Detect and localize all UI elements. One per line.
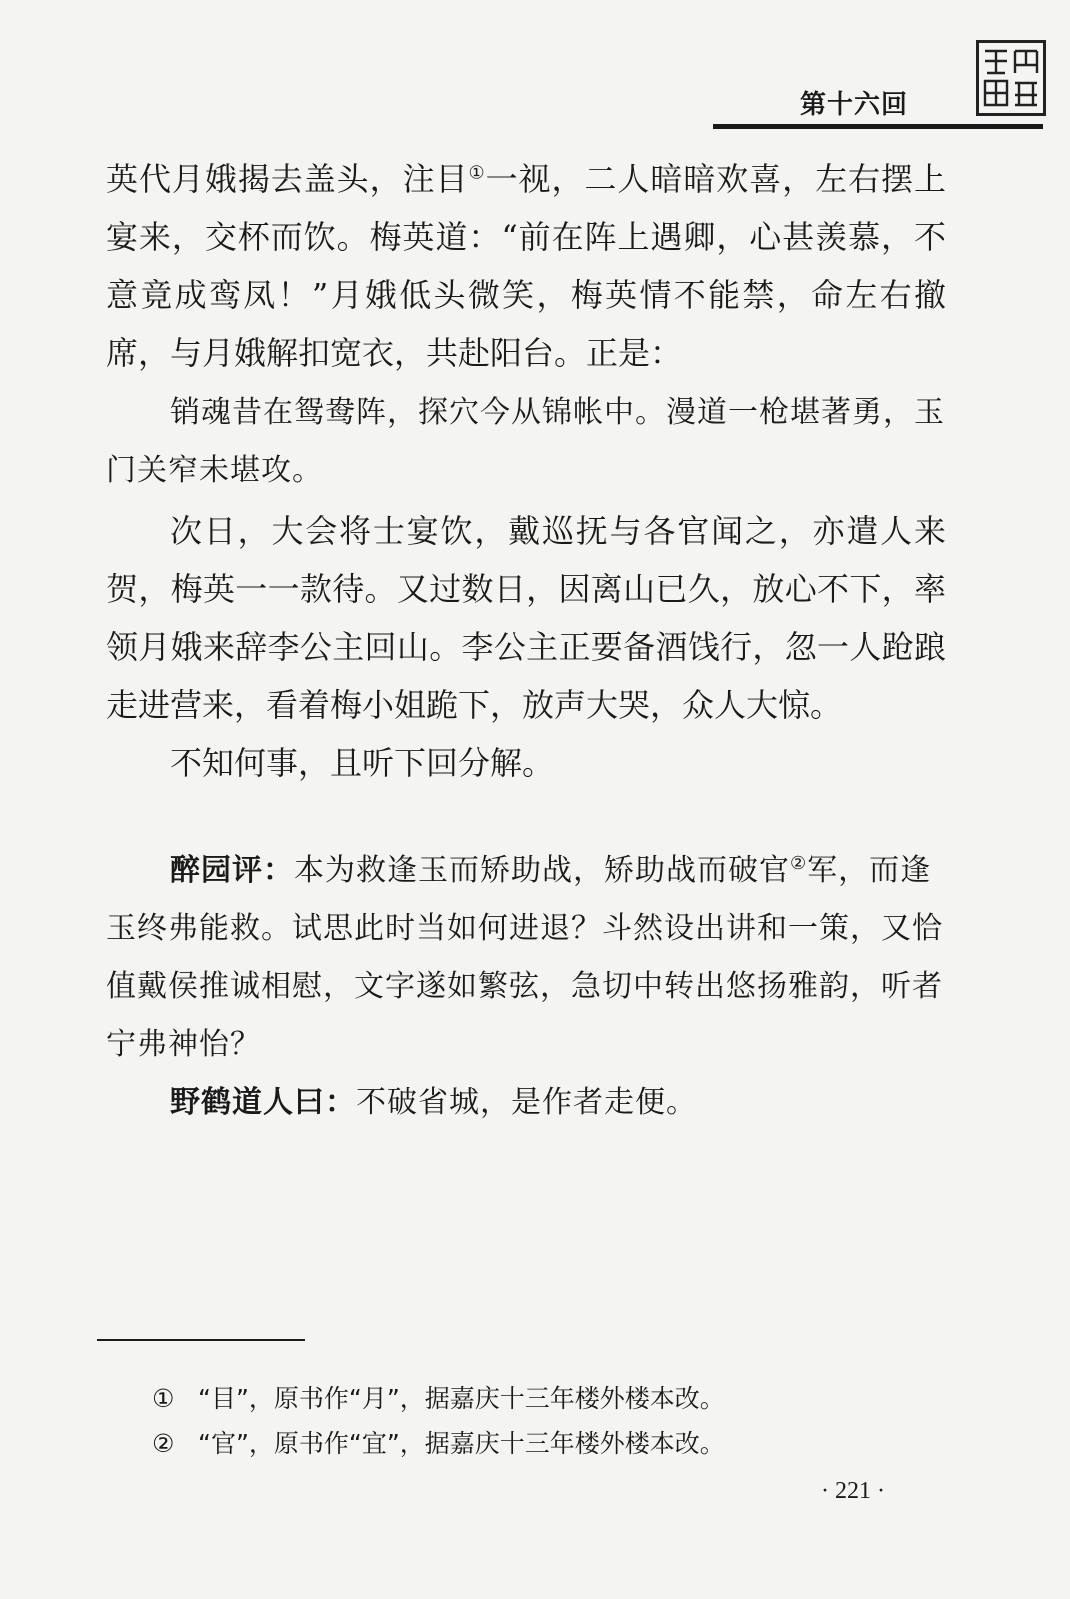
footnote-1 [152, 1376, 952, 1421]
commentary-2 [106, 1074, 946, 1132]
paragraph-1-text-a: 英代月娥揭去盖头，注目 [106, 160, 469, 198]
header-rule [713, 124, 1043, 129]
paragraph-1-text-b: 一视，二人暗暗欢喜，左右摆上宴来，交杯而饮。梅英道：“前在阵上遇卿，心甚羡慕，不意竟成鸾凤！”月娥低头微笑，梅英情不能禁，命左右撤席，与月娥解扣宽衣，共赴阳台。正是： [106, 160, 946, 372]
main-text [106, 150, 946, 1132]
footnote-mark-1: ① [468, 162, 486, 184]
commentary-1-label: 醉园评： [170, 853, 294, 888]
footnote-2 [152, 1421, 952, 1466]
commentary-1-text-b: 军，而逢玉终弗能救。试思此时当如何进退？斗然设出讲和一策，又恰值戴侯推诚相慰，文字遂如繁弦，急切中转出悠扬雅韵，听者宁弗神怡？ [106, 853, 943, 1062]
commentary-2-text: 不破省城，是作者走便。 [356, 1085, 697, 1120]
paragraph-2: 次日，大会将士宴饮，戴巡抚与各官闻之，亦遣人来贺，梅英一一款待。又过数日，因离山已久，放心不下，率领月娥来辞李公主回山。李公主正要备酒饯行，忽一人跄踉走进营来，看着梅小姐跪下，放声大哭，众人大惊。 [106, 512, 946, 724]
paragraph-3: 不知何事，且听下回分解。 [170, 744, 555, 782]
footnote-2-text: “官”，原书作“宜”，据嘉庆十三年楼外楼本改。 [198, 1429, 725, 1458]
commentary-1 [106, 842, 946, 1074]
poem: 销魂昔在鸳鸯阵，探穴今从锦帐中。漫道一枪堪著勇，玉门关窄未堪攻。 [106, 395, 945, 488]
paragraph-1 [106, 150, 946, 382]
page-number: · 221 · [821, 1478, 885, 1504]
footnote-1-mark: ① [152, 1384, 175, 1413]
footnotes [152, 1376, 952, 1466]
commentary-1-text-a: 本为救逢玉而矫助战，矫助战而破官 [294, 853, 790, 888]
chapter-title: 第十六回 [800, 90, 909, 120]
footnote-mark-2: ② [790, 853, 808, 874]
footnote-rule [97, 1339, 305, 1341]
footnote-2-mark: ② [152, 1429, 175, 1458]
seal-logo [976, 40, 1046, 116]
footnote-1-text: “目”，原书作“月”，据嘉庆十三年楼外楼本改。 [198, 1384, 725, 1413]
commentary-2-label: 野鹤道人曰： [170, 1085, 356, 1120]
